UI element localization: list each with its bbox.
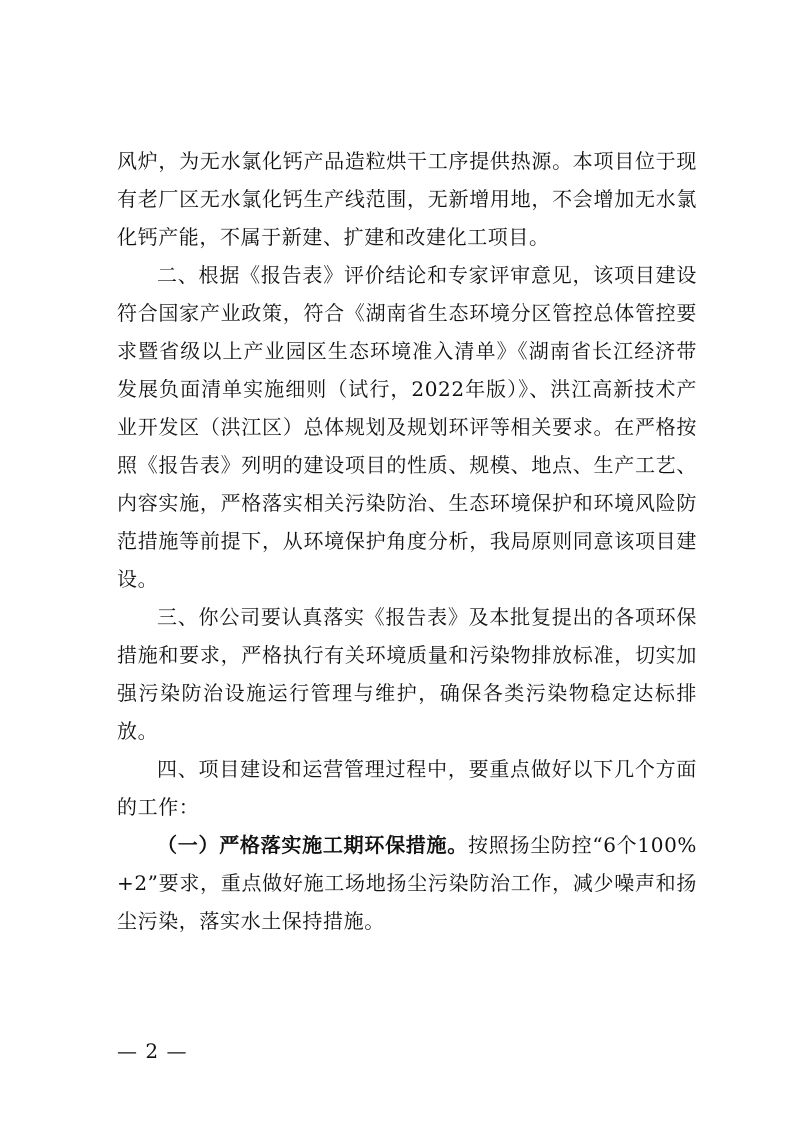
page-number: — 2 — [117,1039,188,1063]
item-one-heading: （一）严格落实施工期环保措施。 [157,833,468,857]
document-body [117,142,697,940]
paragraph-continuation: 风炉，为无水氯化钙产品造粒烘干工序提供热源。本项目位于现有老厂区无水氯化钙生产线范围，无新增用地，不会增加无水氯化钙产能，不属于新建、扩建和改建化工项目。 [117,149,697,249]
paragraph-section-three: 三、你公司要认真落实《报告表》及本批复提出的各项环保措施和要求，严格执行有关环境质量和污染物排放标准，切实加强污染防治设施运行管理与维护，确保各类污染物稳定达标排放。 [117,605,697,743]
paragraph-section-two: 二、根据《报告表》评价结论和专家评审意见，该项目建设符合国家产业政策，符合《湖南省生态环境分区管控总体管控要求暨省级以上产业园区生态环境准入清单》《湖南省长江经济带发展负面清单实施细则（试行，2022年版）》、洪江高新技术产业开发区（洪江区）总体规划及规划环评等相关要求。在严格按照《报告表》列明的建设项目的性质、规模、地点、生产工艺、内容实施，严格落实相关污染防治、生态环境保护和环境风险防范措施等前提下，从环境保护角度分析，我局原则同意该项目建设。 [117,263,697,591]
item-one-body: 按照扬尘防控“6个100%+2”要求，重点做好施工场地扬尘污染防治工作，减少噪声和扬尘污染，落实水土保持措施。 [117,833,697,933]
paragraph-item-one [117,826,697,940]
paragraph-section-four: 四、项目建设和运营管理过程中，要重点做好以下几个方面的工作： [117,757,697,819]
